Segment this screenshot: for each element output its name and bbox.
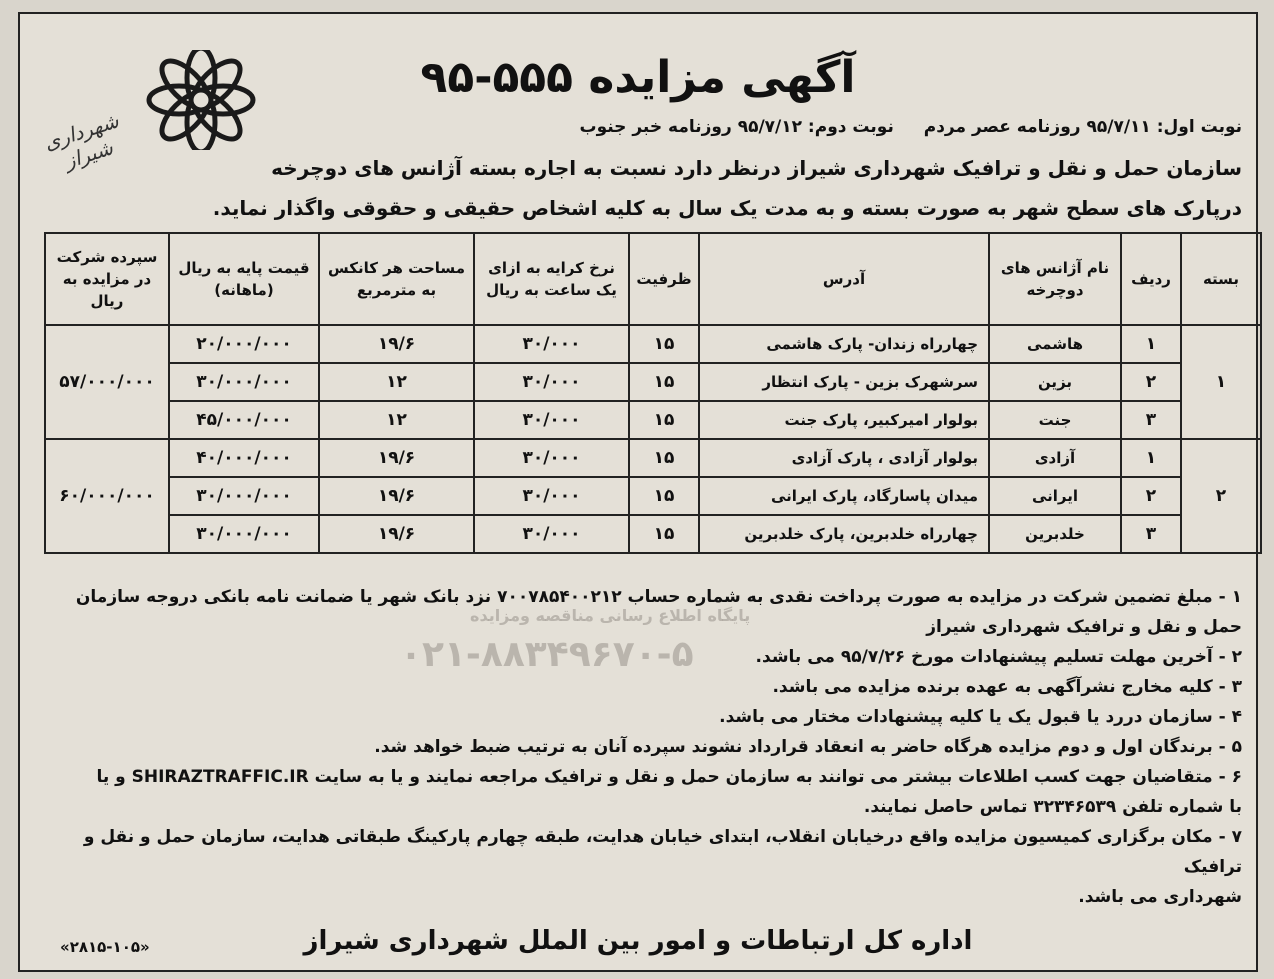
hourly-rate: ۳۰/۰۰۰ (474, 515, 629, 553)
deposit-cell: ۶۰/۰۰۰/۰۰۰ (45, 439, 169, 553)
hourly-rate: ۳۰/۰۰۰ (474, 439, 629, 477)
header-row: ردیف (1121, 233, 1181, 325)
second-publish: نوبت دوم: ۹۵/۷/۱۲ روزنامه خبر جنوب (579, 117, 894, 137)
header-deposit: سپرده شرکت در مزایده به ریال (45, 233, 169, 325)
notice-title: آگهی مزایده ۵۵۵-۹۵ (420, 52, 856, 103)
header-address: آدرس (699, 233, 989, 325)
table-row (45, 439, 1261, 477)
agency-address: سرشهرک بزین - پارک انتظار (699, 363, 989, 401)
conditions-list (50, 582, 1242, 912)
capacity: ۱۵ (629, 439, 699, 477)
auction-notice (18, 12, 1258, 972)
package-cell: ۲ (1181, 439, 1261, 553)
base-price: ۳۰/۰۰۰/۰۰۰ (169, 477, 319, 515)
deposit-cell: ۵۷/۰۰۰/۰۰۰ (45, 325, 169, 439)
area: ۱۲ (319, 401, 474, 439)
condition-item: ۳ - کلیه مخارج نشرآگهی به عهده برنده مزایده می باشد. (772, 677, 1242, 697)
capacity: ۱۵ (629, 363, 699, 401)
agency-name: هاشمی (989, 325, 1121, 363)
condition-item: ۴ - سازمان دررد یا قبول یک یا کلیه پیشنهادات مختار می باشد. (719, 707, 1242, 727)
condition-item: ۲ - آخرین مهلت تسلیم پیشنهادات مورخ ۹۵/۷/۲۶ می باشد. (755, 647, 1242, 667)
area: ۱۹/۶ (319, 439, 474, 477)
agency-address: چهارراه زندان- پارک هاشمی (699, 325, 989, 363)
agency-name: خلدبرین (989, 515, 1121, 553)
row-number: ۲ (1121, 363, 1181, 401)
agency-address: بولوار امیرکبیر، پارک جنت (699, 401, 989, 439)
table-header-row (45, 233, 1261, 325)
first-publish: نوبت اول: ۹۵/۷/۱۱ روزنامه عصر مردم (923, 117, 1242, 137)
condition-item: با شماره تلفن ۳۲۳۴۶۵۳۹ تماس حاصل نمایند. (863, 797, 1242, 817)
capacity: ۱۵ (629, 325, 699, 363)
agency-address: میدان پاسارگاد، پارک ایرانی (699, 477, 989, 515)
base-price: ۲۰/۰۰۰/۰۰۰ (169, 325, 319, 363)
row-number: ۳ (1121, 401, 1181, 439)
area: ۱۹/۶ (319, 325, 474, 363)
agency-name: آزادی (989, 439, 1121, 477)
hourly-rate: ۳۰/۰۰۰ (474, 325, 629, 363)
capacity: ۱۵ (629, 401, 699, 439)
condition-item: ۶ - متقاضیان جهت کسب اطلاعات بیشتر می توانند به سازمان حمل و نقل و ترافیک مراجعه نمایند و یا به سایت SHIRAZTRAFFIC.IR و یا (96, 767, 1242, 787)
agency-address: بولوار آزادی ، پارک آزادی (699, 439, 989, 477)
area: ۱۲ (319, 363, 474, 401)
table-row (45, 515, 1261, 553)
row-number: ۳ (1121, 515, 1181, 553)
auction-table (44, 232, 1262, 554)
header-hourly-rate: نرخ کرایه به ازای یک ساعت به ریال (474, 233, 629, 325)
base-price: ۴۵/۰۰۰/۰۰۰ (169, 401, 319, 439)
table-row (45, 401, 1261, 439)
area: ۱۹/۶ (319, 515, 474, 553)
base-price: ۴۰/۰۰۰/۰۰۰ (169, 439, 319, 477)
header-package: بسته (1181, 233, 1261, 325)
condition-item: شهرداری می باشد. (1078, 887, 1242, 907)
publish-dates (556, 117, 1243, 137)
agency-address: چهارراه خلدبرین، پارک خلدبرین (699, 515, 989, 553)
intro-line-1: سازمان حمل و نقل و ترافیک شهرداری شیراز درنظر دارد نسبت به اجاره بسته آژانس های دوچرخه (271, 156, 1242, 180)
header-agency-name: نام آژانس های دوچرخه (989, 233, 1121, 325)
watermark-text: پایگاه اطلاع رسانی مناقصه ومزایده (470, 606, 751, 625)
header-area: مساحت هر کانکس به مترمربع (319, 233, 474, 325)
condition-item: ۵ - برندگان اول و دوم مزایده هرگاه حاضر به انعقاد قرارداد نشوند سپرده آنان به ترتیب ضبط خواهد شد. (374, 737, 1242, 757)
table-row (45, 363, 1261, 401)
capacity: ۱۵ (629, 515, 699, 553)
hourly-rate: ۳۰/۰۰۰ (474, 401, 629, 439)
municipality-signature: شهرداری شیراز (41, 108, 122, 174)
agency-name: جنت (989, 401, 1121, 439)
agency-name: ایرانی (989, 477, 1121, 515)
table-row (45, 325, 1261, 363)
capacity: ۱۵ (629, 477, 699, 515)
watermark-phone: ۰۲۱-۸۸۳۴۹۶۷۰-۵ (400, 634, 694, 675)
hourly-rate: ۳۰/۰۰۰ (474, 477, 629, 515)
header-capacity: ظرفیت (629, 233, 699, 325)
package-cell: ۱ (1181, 325, 1261, 439)
row-number: ۲ (1121, 477, 1181, 515)
row-number: ۱ (1121, 325, 1181, 363)
condition-item: حمل و نقل و ترافیک شهرداری شیراز (926, 617, 1242, 637)
base-price: ۳۰/۰۰۰/۰۰۰ (169, 363, 319, 401)
area: ۱۹/۶ (319, 477, 474, 515)
header-base-price: قیمت پایه به ریال (ماهانه) (169, 233, 319, 325)
row-number: ۱ (1121, 439, 1181, 477)
condition-item: ۱ - مبلغ تضمین شرکت در مزایده به صورت پرداخت نقدی به شماره حساب ۷۰۰۷۸۵۴۰۰۲۱۲ نزد بانک شهر یا ضمانت نامه بانکی دروجه سازمان (75, 587, 1242, 607)
condition-item: ۷ - مکان برگزاری کمیسیون مزایده واقع درخیابان انقلاب، ابتدای خیابان هدایت، طبقه چهارم پارکینگ طبقاتی هدایت، سازمان حمل و نقل و ترافیک (83, 827, 1242, 877)
base-price: ۳۰/۰۰۰/۰۰۰ (169, 515, 319, 553)
issuer-footer: اداره کل ارتباطات و امور بین الملل شهرداری شیراز (303, 926, 973, 956)
agency-name: بزین (989, 363, 1121, 401)
table-row (45, 477, 1261, 515)
hourly-rate: ۳۰/۰۰۰ (474, 363, 629, 401)
intro-line-2: درپارک های سطح شهر به صورت بسته و به مدت یک سال به کلیه اشخاص حقیقی و حقوقی واگذار نماید. (212, 196, 1242, 220)
notice-code: «۲۸۱۵-۱۰۵» (60, 938, 150, 956)
